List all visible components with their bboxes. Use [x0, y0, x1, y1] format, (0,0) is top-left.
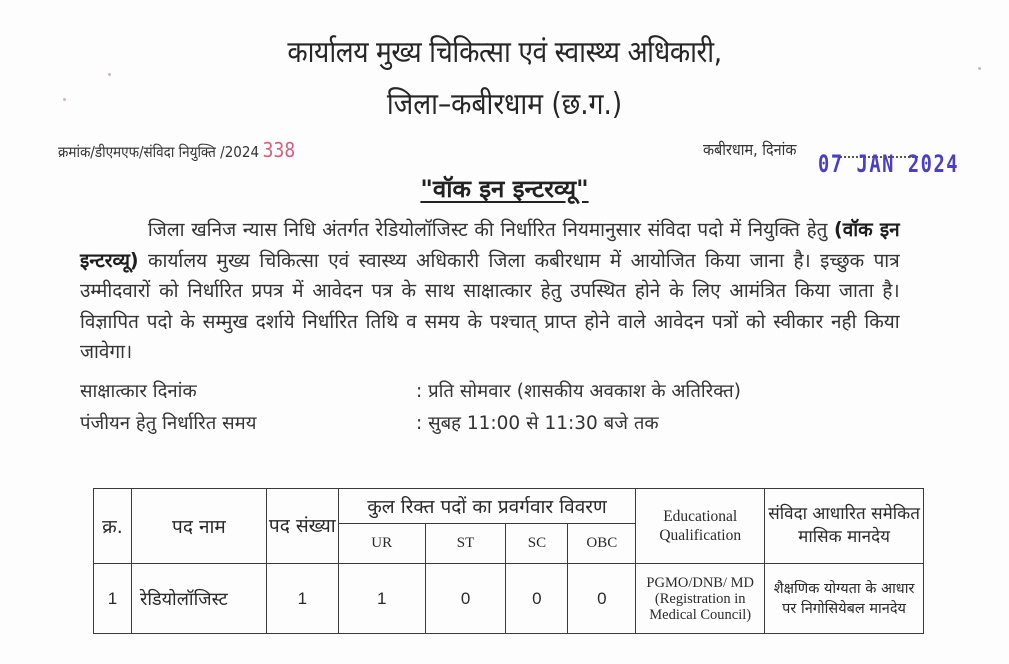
paragraph-bold: (वॉक इन इन्टरव्यू)	[80, 218, 900, 272]
paper-speck	[108, 73, 111, 76]
header-ur: UR	[338, 524, 425, 564]
office-title: कार्यालय मुख्य चिकित्सा एवं स्वास्थ्य अधिकारी,	[287, 35, 722, 70]
cell-post-count: 1	[266, 564, 338, 634]
schedule-label: पंजीयन हेतु निर्धारित समय	[80, 413, 257, 434]
header-st: ST	[425, 524, 506, 564]
table-row	[94, 564, 924, 634]
header-sc: SC	[506, 524, 568, 564]
header-category-group: कुल रिक्त पदों का प्रवर्गवार विवरण	[338, 489, 635, 524]
place-date-label: कबीरधाम, दिनांक	[703, 140, 797, 159]
header-serial: क्र.	[94, 489, 132, 564]
header-obc: OBC	[568, 524, 636, 564]
vacancy-table	[93, 488, 924, 634]
header-post-name: पद नाम	[131, 489, 266, 564]
schedule-value: : प्रति सोमवार (शासकीय अवकाश के अतिरिक्त)	[416, 381, 741, 402]
cell-ur: 1	[338, 564, 425, 634]
cell-honorarium: शैक्षणिक योग्यता के आधार पर निगोसियेबल मानदेय	[765, 564, 924, 634]
schedule-label: साक्षात्कार दिनांक	[80, 381, 197, 402]
notice-paragraph	[80, 215, 900, 368]
schedule-row-registration-time	[80, 410, 659, 435]
cell-qualification: PGMO/DNB/ MD (Registration in Medical Council)	[636, 564, 765, 634]
paragraph-part-2: कार्यालय मुख्य चिकित्सा एवं स्वास्थ्य अधिकारी जिला कबीरधाम में आयोजित किया जाना है। इच्छुक पात्र उम्मीदवारों को निर्धारित प्रपत्र में आवेदन पत्र के साथ साक्षात्कार हेतु उपस्थित होने के लिए आमंत्रित किया जाता है। विज्ञापित पदो के सम्मुख दर्शाये निर्धारित तिथि व समय के पश्चात् प्राप्त होने वाले आवेदन पत्रों को स्वीकार नही किया जावेगा।	[80, 248, 900, 363]
reference-number: 338	[262, 138, 296, 162]
paragraph-part-1: जिला खनिज न्यास निधि अंतर्गत रेडियोलॉजिस्ट की निर्धारित नियमानुसार संविदा पदो में नियुक्ति हेतु	[147, 218, 835, 241]
cell-st: 0	[425, 564, 506, 634]
cell-post-name: रेडियोलॉजिस्ट	[131, 564, 266, 634]
schedule-row-interview-date	[80, 378, 741, 403]
cell-obc: 0	[568, 564, 636, 634]
paper-speck	[978, 67, 981, 70]
header-honorarium: संविदा आधारित समेकित मासिक मानदेय	[765, 489, 924, 564]
schedule-value: : सुबह 11:00 से 11:30 बजे तक	[416, 413, 659, 434]
cell-serial: 1	[94, 564, 132, 634]
header-post-count: पद संख्या	[266, 489, 338, 564]
district-title: जिला–कबीरधाम (छ.ग.)	[386, 87, 623, 122]
reference-prefix: क्रमांक/डीएमएफ/संविदा नियुक्ति /2024	[58, 143, 260, 161]
subject-heading	[0, 172, 1009, 205]
cell-sc: 0	[506, 564, 568, 634]
header-qualification: Educational Qualification	[636, 489, 765, 564]
subject-text: "वॉक इन इन्टरव्यू"	[420, 175, 589, 203]
reference-line	[58, 138, 295, 162]
date-stamp: 07 JAN 2024	[818, 150, 960, 178]
